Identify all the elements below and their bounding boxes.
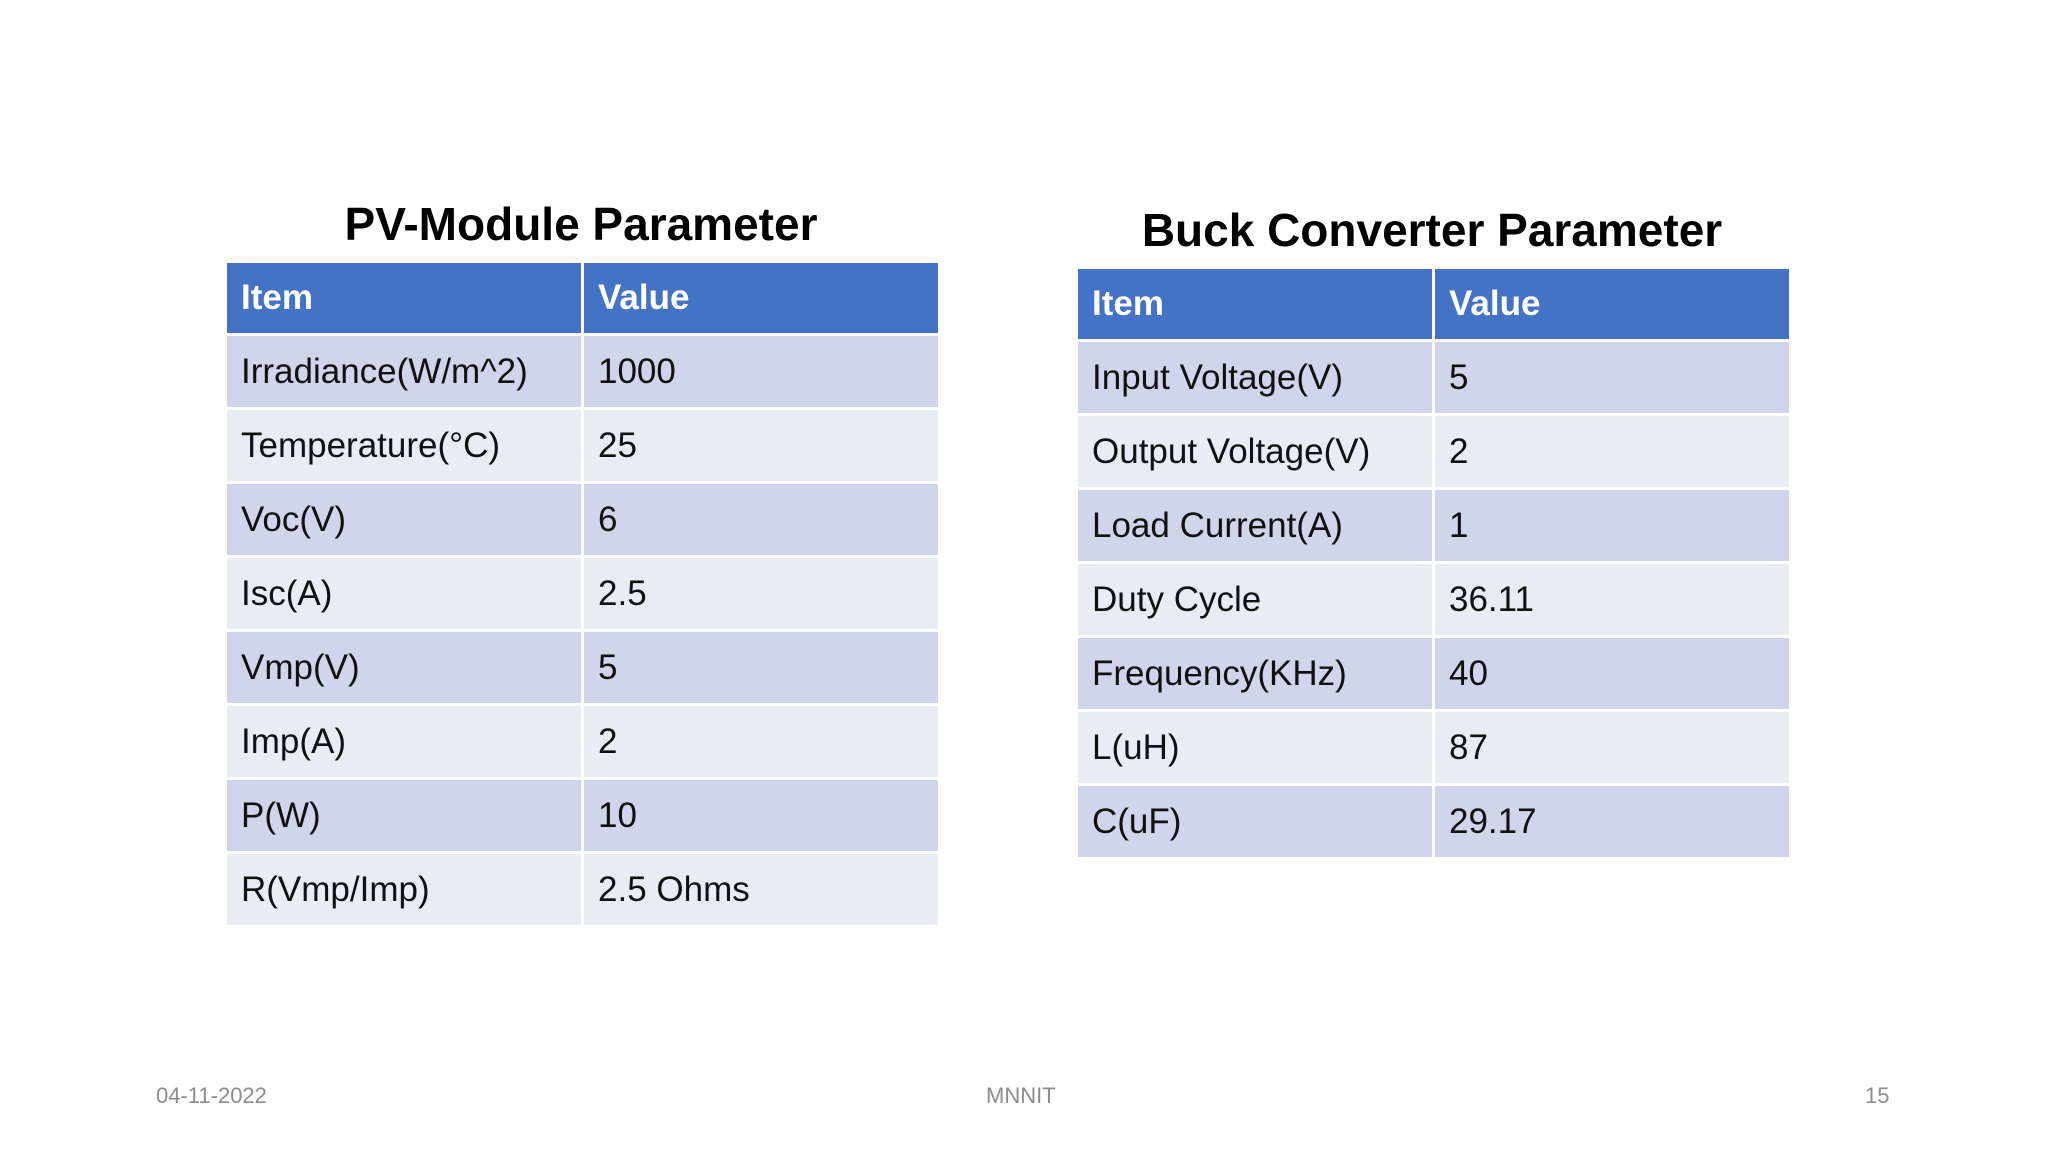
item-cell: Output Voltage(V): [1077, 415, 1434, 489]
item-cell: Imp(A): [226, 705, 583, 779]
value-cell: 1: [1434, 489, 1791, 563]
item-cell: Voc(V): [226, 483, 583, 557]
table-row: [1077, 785, 1791, 859]
table-row: [1077, 563, 1791, 637]
table-row: [226, 705, 940, 779]
table-row: [1077, 489, 1791, 563]
value-cell: 2: [1434, 415, 1791, 489]
value-cell: 25: [583, 409, 940, 483]
value-cell: 29.17: [1434, 785, 1791, 859]
item-cell: Vmp(V): [226, 631, 583, 705]
value-cell: 1000: [583, 335, 940, 409]
table-row: [1077, 637, 1791, 711]
table-row: [226, 483, 940, 557]
value-cell: 6: [583, 483, 940, 557]
column-header-value: Value: [1434, 268, 1791, 341]
table-row: [1077, 415, 1791, 489]
column-header-item: Item: [226, 262, 583, 335]
item-cell: C(uF): [1077, 785, 1434, 859]
item-cell: P(W): [226, 779, 583, 853]
item-cell: Duty Cycle: [1077, 563, 1434, 637]
buck-converter-panel: [1075, 194, 1789, 860]
table-row: [226, 779, 940, 853]
item-cell: L(uH): [1077, 711, 1434, 785]
table-row: [226, 631, 940, 705]
value-cell: 2.5: [583, 557, 940, 631]
table-row: [226, 335, 940, 409]
column-header-item: Item: [1077, 268, 1434, 341]
footer-center-text: MNNIT: [986, 1083, 1056, 1108]
item-cell: Frequency(KHz): [1077, 637, 1434, 711]
value-cell: 10: [583, 779, 940, 853]
value-cell: 87: [1434, 711, 1791, 785]
value-cell: 40: [1434, 637, 1791, 711]
item-cell: R(Vmp/Imp): [226, 853, 583, 927]
item-cell: Temperature(°C): [226, 409, 583, 483]
buck-converter-title: Buck Converter Parameter: [1141, 204, 1723, 256]
item-cell: Load Current(A): [1077, 489, 1434, 563]
value-cell: 36.11: [1434, 563, 1791, 637]
footer-date: 04-11-2022: [156, 1083, 267, 1108]
table-header-row: [226, 262, 940, 335]
table-row: [1077, 341, 1791, 415]
item-cell: Isc(A): [226, 557, 583, 631]
value-cell: 2: [583, 705, 940, 779]
pv-module-table: [224, 260, 941, 928]
value-cell: 2.5 Ohms: [583, 853, 940, 927]
table-row: [226, 409, 940, 483]
pv-module-title: PV-Module Parameter: [344, 198, 818, 250]
table-row: [1077, 711, 1791, 785]
item-cell: Input Voltage(V): [1077, 341, 1434, 415]
value-cell: 5: [583, 631, 940, 705]
value-cell: 5: [1434, 341, 1791, 415]
pv-module-panel: [224, 188, 938, 928]
column-header-value: Value: [583, 262, 940, 335]
table-row: [226, 557, 940, 631]
buck-converter-table: [1075, 266, 1792, 860]
table-header-row: [1077, 268, 1791, 341]
item-cell: Irradiance(W/m^2): [226, 335, 583, 409]
table-row: [226, 853, 940, 927]
slide-number: 15: [1865, 1083, 1890, 1108]
